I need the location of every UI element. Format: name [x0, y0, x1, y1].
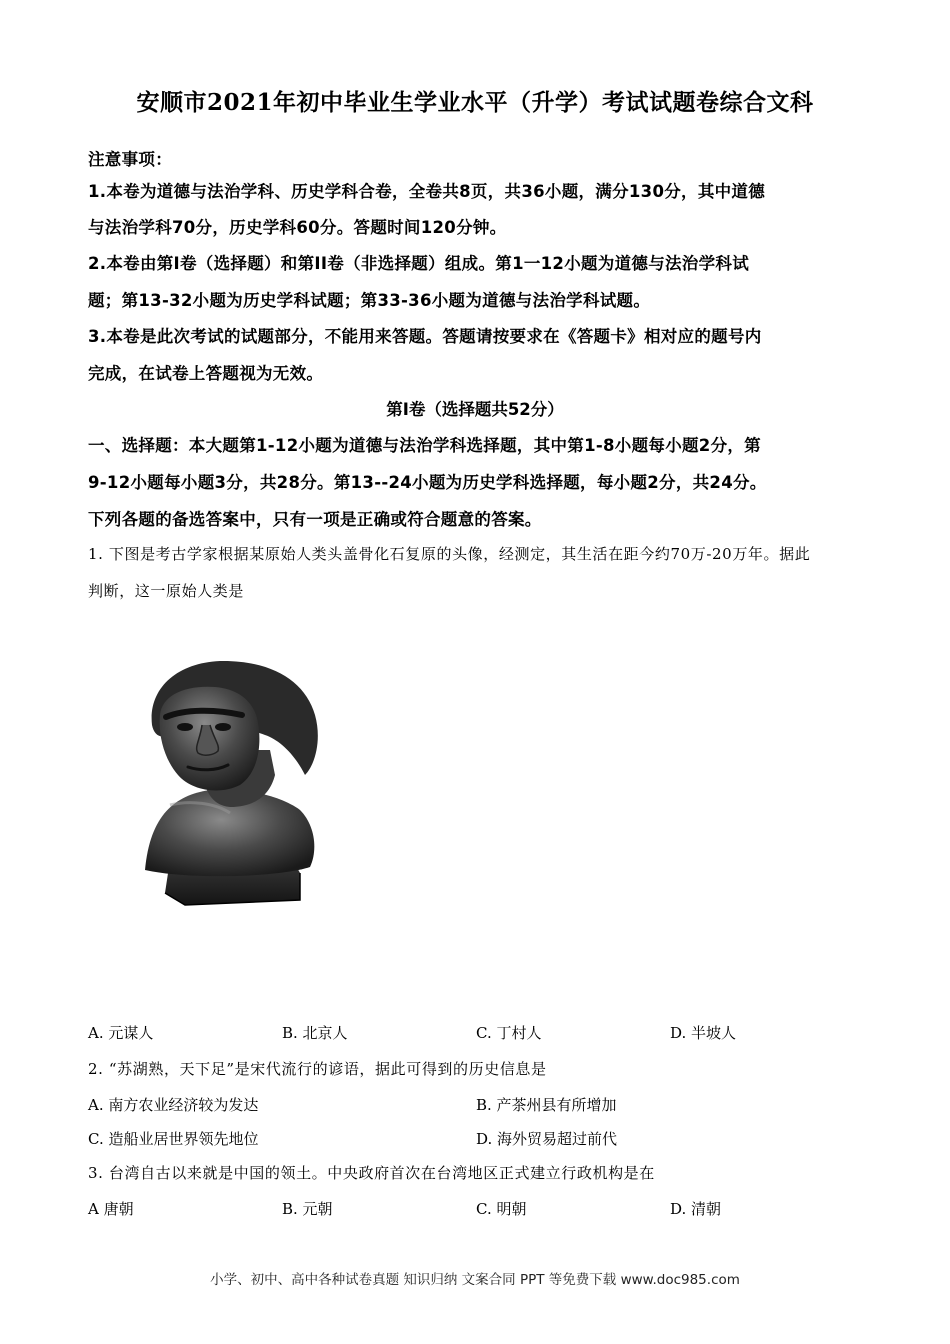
- notice-line-4: 题；第13-32小题为历史学科试题；第33-36小题为道德与法治学科试题。: [88, 291, 651, 310]
- primitive-human-bust-image: [130, 655, 340, 910]
- question-2-option-d: D. 海外贸易超过前代: [476, 1130, 618, 1148]
- question-1-option-d: D. 半坡人: [670, 1024, 737, 1042]
- question-2-option-c: C. 造船业居世界领先地位: [88, 1130, 259, 1148]
- exam-title: 安顺市2021年初中毕业生学业水平（升学）考试试题卷综合文科: [136, 89, 814, 116]
- question-2-option-b: B. 产茶州县有所增加: [476, 1096, 617, 1114]
- question-2-stem: 2. “苏湖熟，天下足”是宋代流行的谚语，据此可得到的历史信息是: [88, 1060, 547, 1078]
- question-3-option-b: B. 元朝: [282, 1200, 333, 1218]
- notice-heading: 注意事项：: [88, 150, 172, 169]
- question-3-option-d: D. 清朝: [670, 1200, 722, 1218]
- notice-line-2: 与法治学科70分，历史学科60分。答题时间120分钟。: [88, 218, 507, 237]
- question-3-option-a: A 唐朝: [88, 1200, 134, 1218]
- question-2-option-a: A. 南方农业经济较为发达: [88, 1096, 259, 1114]
- page-footer: 小学、初中、高中各种试卷真题 知识归纳 文案合同 PPT 等免费下载 www.doc985.com: [210, 1272, 740, 1288]
- question-1-stem-line-1: 1. 下图是考古学家根据某原始人类头盖骨化石复原的头像，经测定，其生活在距今约70万-20万年。据此: [88, 545, 811, 563]
- instructions-line-3: 下列各题的备选答案中，只有一项是正确或符合题意的答案。: [88, 510, 542, 529]
- notice-line-1: 1.本卷为道德与法治学科、历史学科合卷，全卷共8页，共36小题，满分130分，其中道德: [88, 182, 766, 201]
- question-3-stem: 3. 台湾自古以来就是中国的领土。中央政府首次在台湾地区正式建立行政机构是在: [88, 1164, 655, 1182]
- notice-line-6: 完成，在试卷上答题视为无效。: [88, 364, 324, 383]
- question-1-stem-line-2: 判断，这一原始人类是: [88, 582, 245, 600]
- notice-line-5: 3.本卷是此次考试的试题部分，不能用来答题。答题请按要求在《答题卡》相对应的题号内: [88, 327, 762, 346]
- question-3-option-c: C. 明朝: [476, 1200, 527, 1218]
- notice-line-3: 2.本卷由第Ⅰ卷（选择题）和第II卷（非选择题）组成。第1一12小题为道德与法治学科试: [88, 254, 750, 273]
- instructions-line-1: 一、选择题：本大题第1-12小题为道德与法治学科选择题，其中第1-8小题每小题2分，第: [88, 436, 761, 455]
- question-1-option-a: A. 元谋人: [88, 1024, 154, 1042]
- question-1-option-c: C. 丁村人: [476, 1024, 542, 1042]
- section-title: 第Ⅰ卷（选择题共52分）: [386, 400, 564, 419]
- instructions-line-2: 9-12小题每小题3分，共28分。第13--24小题为历史学科选择题，每小题2分，共24分。: [88, 473, 767, 492]
- question-1-option-b: B. 北京人: [282, 1024, 348, 1042]
